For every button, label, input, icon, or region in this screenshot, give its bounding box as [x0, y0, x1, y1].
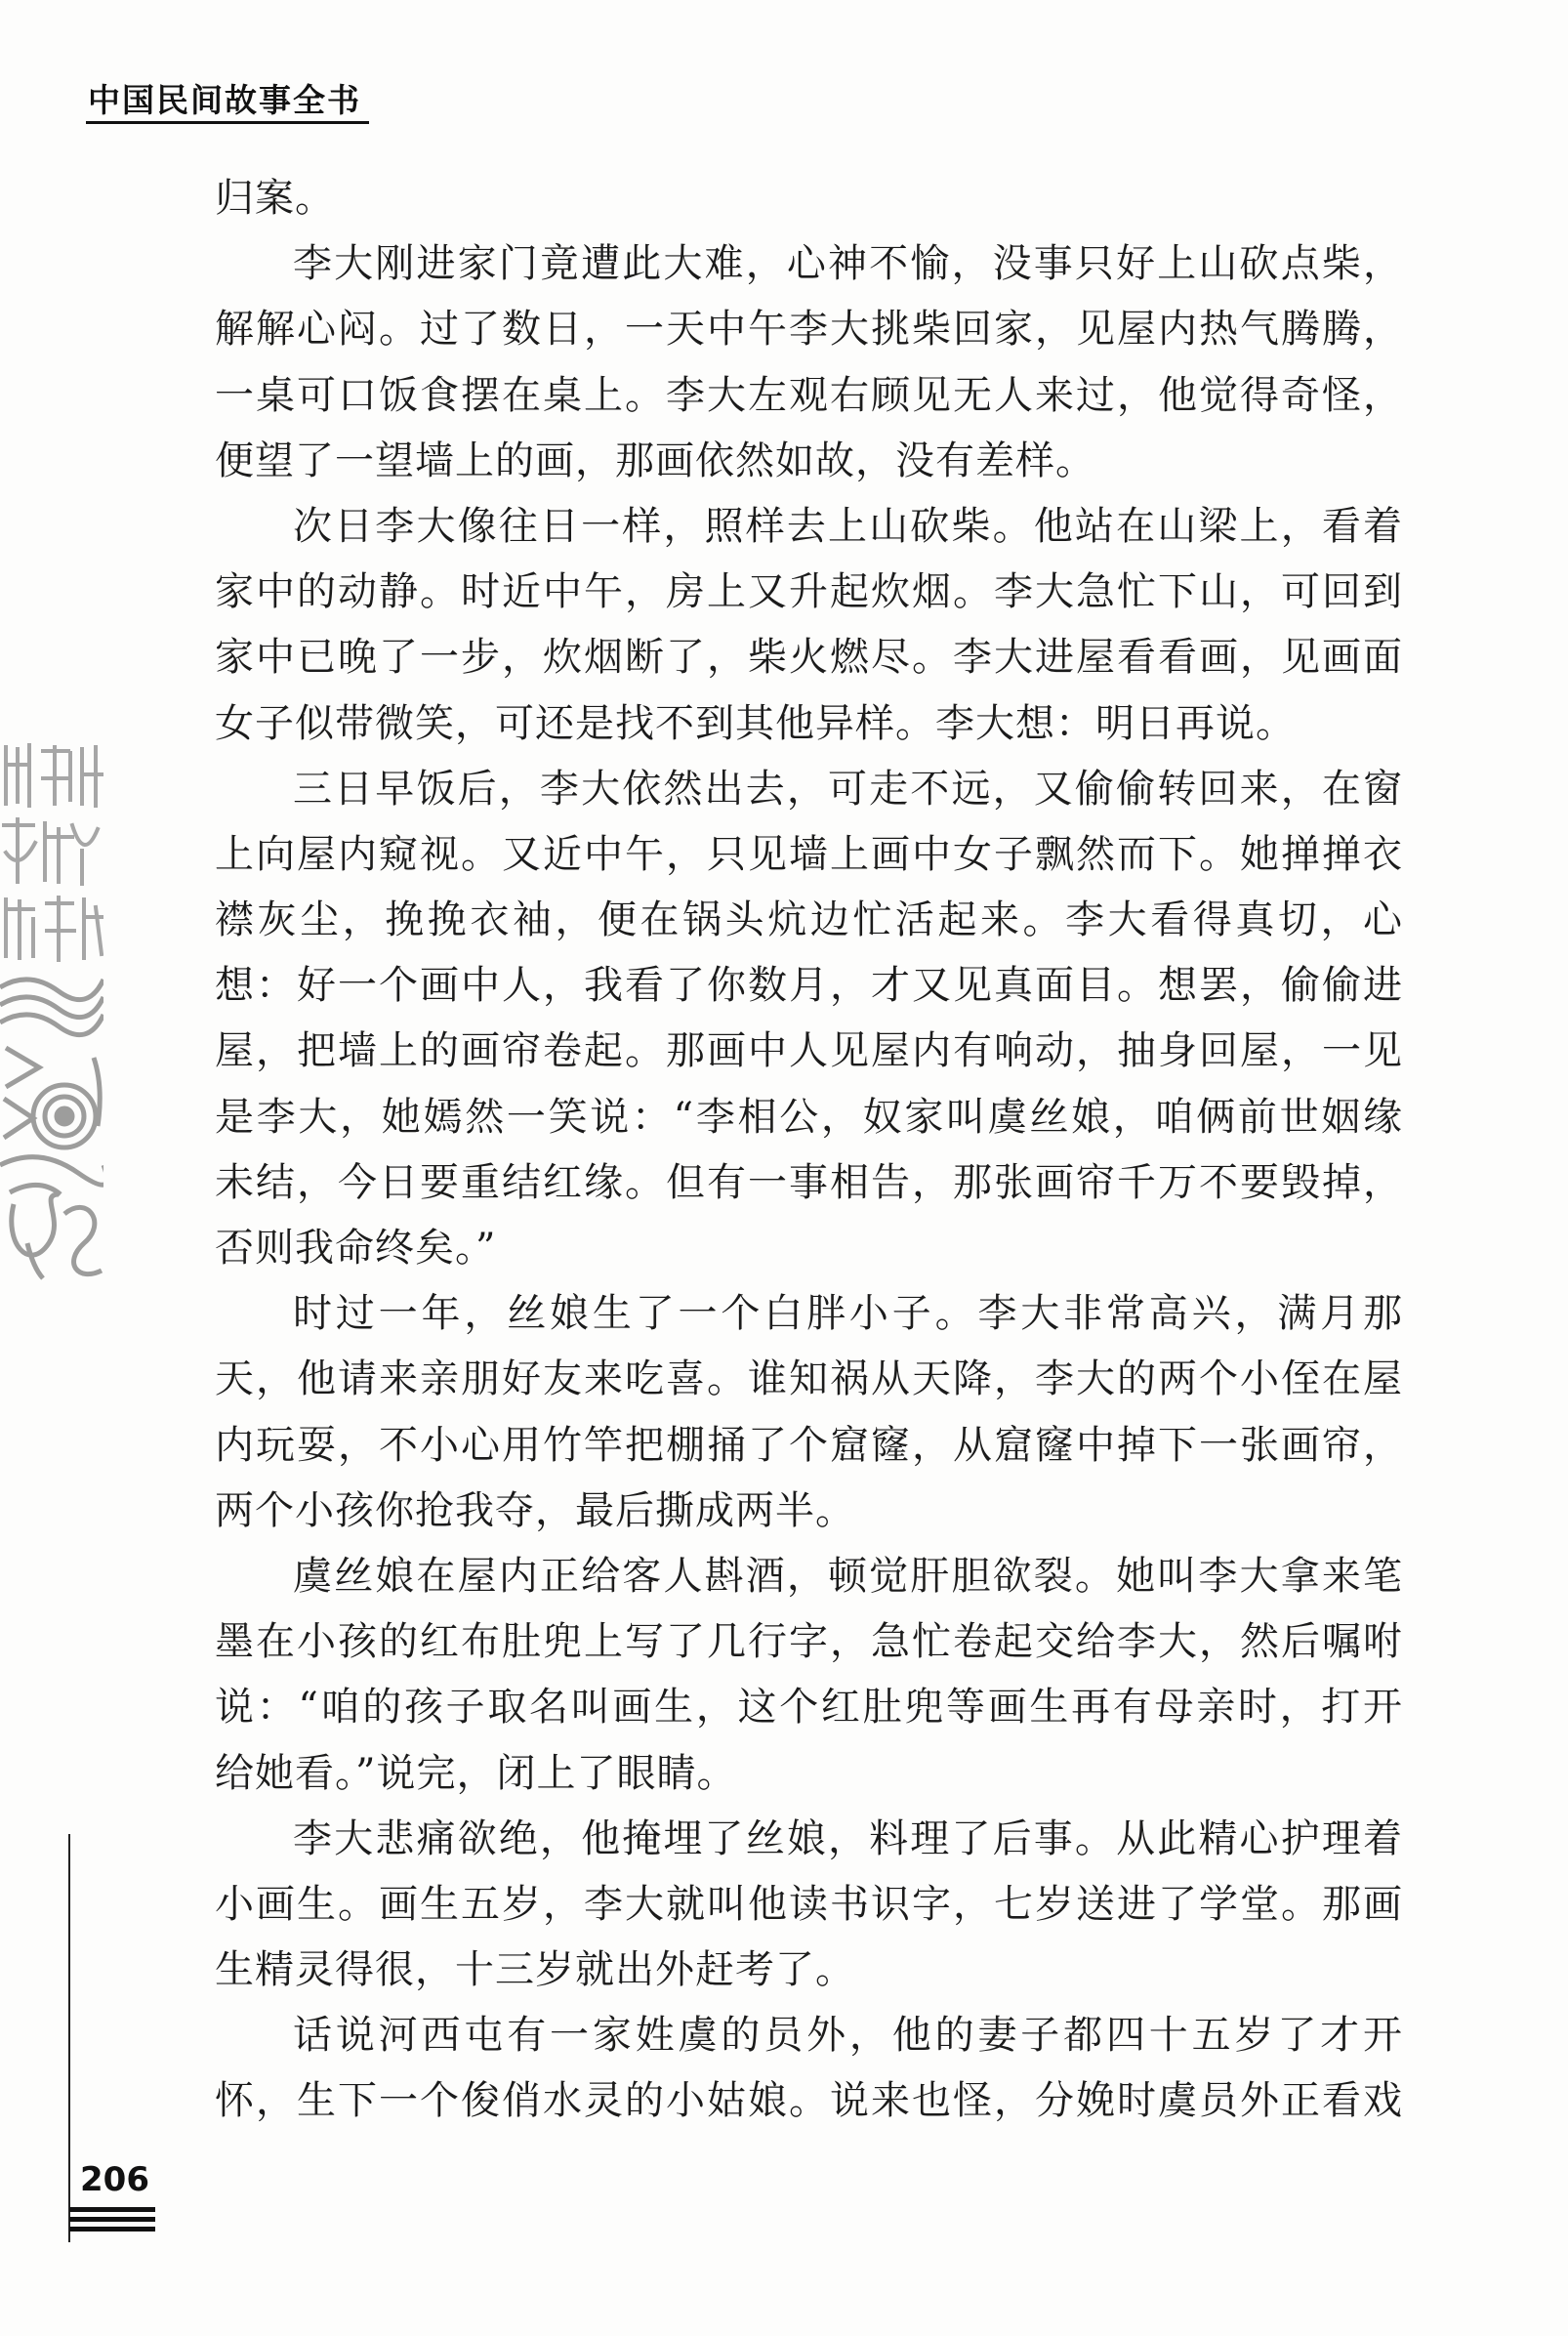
paragraph: [215, 166, 1403, 231]
text-line: 内玩耍，不小心用竹竿把棚捅了个窟窿，从窟窿中掉下一张画帘，: [215, 1422, 1403, 1468]
text-line: 家中已晚了一步，炊烟断了，柴火燃尽。李大进屋看看画，见画面: [215, 635, 1403, 681]
text-line: 是李大，她嫣然一笑说：“李相公，奴家叫虞丝娘，咱俩前世姻缘: [215, 1094, 1403, 1140]
text-line: 归案。: [215, 176, 335, 221]
text-line: 怀，生下一个俊俏水灵的小姑娘。说来也怪，分娩时虞员外正看戏: [215, 2078, 1403, 2124]
paragraph: [215, 2003, 1403, 2134]
text-line: 想：好一个画中人，我看了你数月，才又见真面目。想罢，偷偷进: [215, 963, 1403, 1009]
text-line: 便望了一望墙上的画，那画依然如故，没有差样。: [215, 438, 1095, 483]
header-rule: [86, 121, 369, 124]
text-line: 墨在小孩的红布肚兜上写了几行字，急忙卷起交给李大，然后嘱咐: [215, 1619, 1403, 1665]
text-line: 上向屋内窥视。又近中午，只见墙上画中女子飘然而下。她掸掸衣: [215, 831, 1403, 877]
decorative-ornament: [0, 735, 103, 1285]
text-line: 女子似带微笑，可还是找不到其他异样。李大想：明日再说。: [215, 700, 1296, 746]
text-line: 时过一年，丝娘生了一个白胖小子。李大非常高兴，满月那: [293, 1291, 1403, 1337]
text-line: 家中的动静。时近中午，房上又升起炊烟。李大急忙下山，可回到: [215, 569, 1403, 615]
text-line: 天，他请来亲朋好友来吃喜。谁知祸从天降，李大的两个小侄在屋: [215, 1356, 1403, 1402]
page-number: 206: [80, 2160, 149, 2199]
paragraph: [215, 1807, 1403, 2004]
footer-bar: [69, 2207, 155, 2212]
text-line: 小画生。画生五岁，李大就叫他读书识字，七岁送进了学堂。那画: [215, 1881, 1403, 1927]
text-line: 虞丝娘在屋内正给客人斟酒，顿觉肝胆欲裂。她叫李大拿来笔: [293, 1553, 1403, 1599]
running-header-title: 中国民间故事全书: [88, 81, 361, 119]
text-line: 襟灰尘，挽挽衣袖，便在锅头炕边忙活起来。李大看得真切，心: [215, 897, 1403, 943]
text-line: 否则我命终矣。”: [215, 1226, 497, 1271]
text-line: 次日李大像往日一样，照样去上山砍柴。他站在山梁上，看着: [293, 503, 1403, 549]
footer-bar: [69, 2217, 155, 2222]
body-text: [215, 166, 1403, 2135]
paragraph: [215, 231, 1403, 494]
text-line: 解解心闷。过了数日，一天中午李大挑柴回家，见屋内热气腾腾，: [215, 307, 1403, 353]
text-line: 三日早饭后，李大依然出去，可走不远，又偷偷转回来，在窗: [293, 766, 1403, 812]
text-line: 屋，把墙上的画帘卷起。那画中人见屋内有响动，抽身回屋，一见: [215, 1028, 1403, 1074]
footer-bar: [69, 2227, 155, 2232]
text-line: 话说河西屯有一家姓虞的员外，他的妻子都四十五岁了才开: [293, 2013, 1403, 2059]
paragraph: [215, 757, 1403, 1282]
text-line: 说：“咱的孩子取名叫画生，这个红肚兜等画生再有母亲时，打开: [215, 1685, 1403, 1731]
text-line: 生精灵得很，十三岁就出外赶考了。: [215, 1947, 855, 1993]
text-line: 给她看。”说完，闭上了眼睛。: [215, 1750, 737, 1796]
text-line: 两个小孩你抢我夺，最后撕成两半。: [215, 1487, 855, 1533]
text-line: 未结，今日要重结红缘。但有一事相告，那张画帘千万不要毁掉，: [215, 1159, 1403, 1205]
footer-vertical-rule: [68, 1834, 70, 2242]
text-line: 李大悲痛欲绝，他掩埋了丝娘，料理了后事。从此精心护理着: [293, 1815, 1403, 1861]
paragraph: [215, 1281, 1403, 1544]
text-line: 李大刚进家门竟遭此大难，心神不愉，没事只好上山砍点柴，: [293, 241, 1403, 287]
paragraph: [215, 494, 1403, 757]
paragraph: [215, 1544, 1403, 1807]
text-line: 一桌可口饭食摆在桌上。李大左观右顾见无人来过，他觉得奇怪，: [215, 372, 1403, 418]
